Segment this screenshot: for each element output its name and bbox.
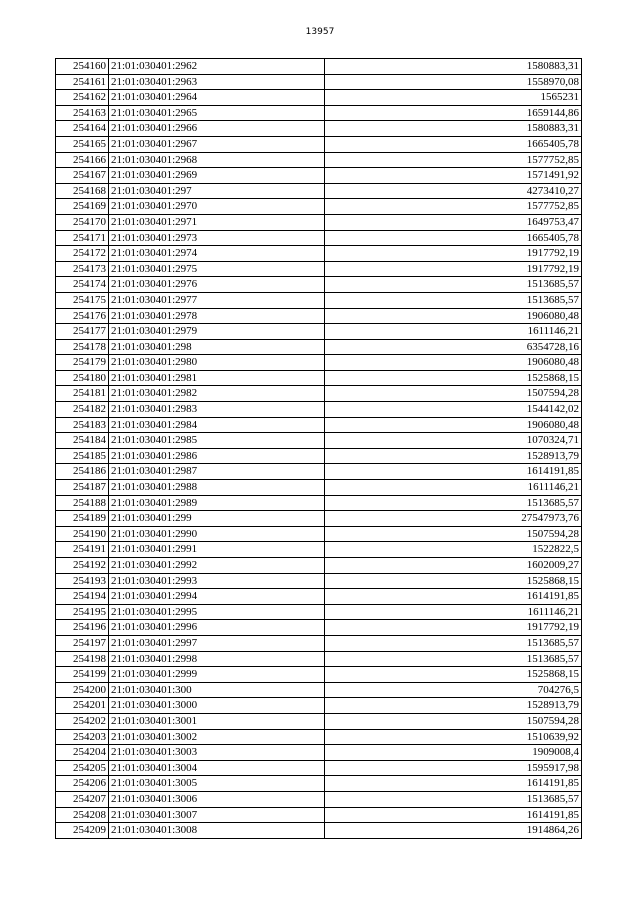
row-number-cell: 254162 [56, 90, 109, 106]
cadastral-number-cell: 21:01:030401:2995 [109, 604, 325, 620]
cadastral-number-cell: 21:01:030401:298 [109, 339, 325, 355]
row-number-cell: 254193 [56, 573, 109, 589]
cadastral-number-cell: 21:01:030401:3001 [109, 713, 325, 729]
cadastral-value-cell: 6354728,16 [325, 339, 582, 355]
table-row [56, 292, 582, 308]
row-number-cell: 254182 [56, 402, 109, 418]
cadastral-value-cell: 1528913,79 [325, 698, 582, 714]
cadastral-number-cell: 21:01:030401:2990 [109, 526, 325, 542]
page-number: 13957 [305, 27, 335, 37]
cadastral-number-cell: 21:01:030401:3005 [109, 776, 325, 792]
cadastral-number-cell: 21:01:030401:3000 [109, 698, 325, 714]
cadastral-value-cell: 1649753,47 [325, 214, 582, 230]
row-number-cell: 254206 [56, 776, 109, 792]
table-row [56, 729, 582, 745]
cadastral-number-cell: 21:01:030401:2999 [109, 667, 325, 683]
row-number-cell: 254205 [56, 760, 109, 776]
table-row [56, 230, 582, 246]
table-row [56, 402, 582, 418]
cadastral-number-cell: 21:01:030401:2974 [109, 246, 325, 262]
cadastral-number-cell: 21:01:030401:2989 [109, 495, 325, 511]
table-row [56, 417, 582, 433]
row-number-cell: 254189 [56, 511, 109, 527]
cadastral-number-cell: 21:01:030401:2968 [109, 152, 325, 168]
cadastral-number-cell: 21:01:030401:2977 [109, 292, 325, 308]
table-row [56, 713, 582, 729]
table-row [56, 635, 582, 651]
table-row [56, 121, 582, 137]
cadastral-value-cell: 1565231 [325, 90, 582, 106]
cadastral-number-cell: 21:01:030401:2979 [109, 324, 325, 340]
row-number-cell: 254176 [56, 308, 109, 324]
table-row [56, 355, 582, 371]
cadastral-value-cell: 1917792,19 [325, 246, 582, 262]
row-number-cell: 254166 [56, 152, 109, 168]
row-number-cell: 254190 [56, 526, 109, 542]
cadastral-value-cell: 1914864,26 [325, 823, 582, 839]
cadastral-number-cell: 21:01:030401:2964 [109, 90, 325, 106]
cadastral-value-cell: 1665405,78 [325, 230, 582, 246]
cadastral-value-cell: 4273410,27 [325, 183, 582, 199]
cadastral-number-cell: 21:01:030401:2975 [109, 261, 325, 277]
cadastral-number-cell: 21:01:030401:2983 [109, 402, 325, 418]
table-row [56, 760, 582, 776]
cadastral-value-cell: 1513685,57 [325, 277, 582, 293]
table-row [56, 651, 582, 667]
cadastral-value-cell: 1525868,15 [325, 667, 582, 683]
table-row [56, 246, 582, 262]
cadastral-value-cell: 1665405,78 [325, 136, 582, 152]
cadastral-value-cell: 1906080,48 [325, 417, 582, 433]
cadastral-value-cell: 1525868,15 [325, 573, 582, 589]
table-row [56, 480, 582, 496]
cadastral-value-cell: 1525868,15 [325, 370, 582, 386]
cadastral-value-cell: 1906080,48 [325, 308, 582, 324]
row-number-cell: 254160 [56, 59, 109, 75]
cadastral-number-cell: 21:01:030401:2976 [109, 277, 325, 293]
cadastral-value-cell: 1580883,31 [325, 59, 582, 75]
cadastral-value-cell: 1614191,85 [325, 807, 582, 823]
row-number-cell: 254165 [56, 136, 109, 152]
row-number-cell: 254178 [56, 339, 109, 355]
table-row [56, 324, 582, 340]
table-row [56, 277, 582, 293]
cadastral-value-cell: 1070324,71 [325, 433, 582, 449]
cadastral-value-cell: 1558970,08 [325, 74, 582, 90]
table-row [56, 620, 582, 636]
cadastral-number-cell: 21:01:030401:2973 [109, 230, 325, 246]
cadastral-number-cell: 21:01:030401:2966 [109, 121, 325, 137]
table-row [56, 495, 582, 511]
cadastral-value-cell: 27547973,76 [325, 511, 582, 527]
cadastral-number-cell: 21:01:030401:3002 [109, 729, 325, 745]
table-row [56, 511, 582, 527]
row-number-cell: 254186 [56, 464, 109, 480]
row-number-cell: 254188 [56, 495, 109, 511]
cadastral-number-cell: 21:01:030401:2994 [109, 589, 325, 605]
cadastral-number-cell: 21:01:030401:2967 [109, 136, 325, 152]
table-row [56, 807, 582, 823]
row-number-cell: 254203 [56, 729, 109, 745]
row-number-cell: 254196 [56, 620, 109, 636]
table-row [56, 433, 582, 449]
row-number-cell: 254184 [56, 433, 109, 449]
row-number-cell: 254168 [56, 183, 109, 199]
table-row [56, 214, 582, 230]
row-number-cell: 254191 [56, 542, 109, 558]
row-number-cell: 254161 [56, 74, 109, 90]
row-number-cell: 254175 [56, 292, 109, 308]
table-row [56, 168, 582, 184]
cadastral-value-cell: 1577752,85 [325, 199, 582, 215]
row-number-cell: 254183 [56, 417, 109, 433]
row-number-cell: 254200 [56, 682, 109, 698]
cadastral-number-cell: 21:01:030401:2981 [109, 370, 325, 386]
row-number-cell: 254208 [56, 807, 109, 823]
table-row [56, 386, 582, 402]
cadastral-value-cell: 1580883,31 [325, 121, 582, 137]
cadastral-value-cell: 1571491,92 [325, 168, 582, 184]
cadastral-value-cell: 1507594,28 [325, 386, 582, 402]
table-row [56, 261, 582, 277]
table-row [56, 526, 582, 542]
row-number-cell: 254202 [56, 713, 109, 729]
cadastral-number-cell: 21:01:030401:2984 [109, 417, 325, 433]
table-row [56, 308, 582, 324]
cadastral-value-cell: 1528913,79 [325, 448, 582, 464]
table-row [56, 604, 582, 620]
row-number-cell: 254181 [56, 386, 109, 402]
table-row [56, 698, 582, 714]
cadastral-value-cell: 1513685,57 [325, 791, 582, 807]
cadastral-value-cell: 1909008,4 [325, 745, 582, 761]
cadastral-value-cell: 1513685,57 [325, 292, 582, 308]
table-row [56, 370, 582, 386]
table-row [56, 542, 582, 558]
row-number-cell: 254194 [56, 589, 109, 605]
cadastral-value-cell: 1614191,85 [325, 589, 582, 605]
table-row [56, 682, 582, 698]
cadastral-number-cell: 21:01:030401:2965 [109, 105, 325, 121]
row-number-cell: 254199 [56, 667, 109, 683]
row-number-cell: 254170 [56, 214, 109, 230]
table-row [56, 339, 582, 355]
cadastral-number-cell: 21:01:030401:2978 [109, 308, 325, 324]
cadastral-value-cell: 1611146,21 [325, 604, 582, 620]
cadastral-value-cell: 1513685,57 [325, 495, 582, 511]
cadastral-value-cell: 1614191,85 [325, 464, 582, 480]
cadastral-value-cell: 1917792,19 [325, 620, 582, 636]
cadastral-number-cell: 21:01:030401:3008 [109, 823, 325, 839]
row-number-cell: 254174 [56, 277, 109, 293]
cadastral-number-cell: 21:01:030401:297 [109, 183, 325, 199]
table-body [56, 59, 582, 839]
cadastral-value-cell: 1611146,21 [325, 480, 582, 496]
row-number-cell: 254185 [56, 448, 109, 464]
cadastral-value-cell: 1507594,28 [325, 713, 582, 729]
cadastral-number-cell: 21:01:030401:2969 [109, 168, 325, 184]
cadastral-value-table [55, 58, 582, 839]
cadastral-value-cell: 1602009,27 [325, 558, 582, 574]
cadastral-number-cell: 21:01:030401:2996 [109, 620, 325, 636]
row-number-cell: 254201 [56, 698, 109, 714]
table-row [56, 105, 582, 121]
cadastral-number-cell: 21:01:030401:2980 [109, 355, 325, 371]
cadastral-number-cell: 21:01:030401:2997 [109, 635, 325, 651]
cadastral-value-cell: 1513685,57 [325, 651, 582, 667]
row-number-cell: 254173 [56, 261, 109, 277]
row-number-cell: 254179 [56, 355, 109, 371]
row-number-cell: 254197 [56, 635, 109, 651]
cadastral-number-cell: 21:01:030401:2986 [109, 448, 325, 464]
row-number-cell: 254164 [56, 121, 109, 137]
row-number-cell: 254163 [56, 105, 109, 121]
table-row [56, 667, 582, 683]
cadastral-number-cell: 21:01:030401:2991 [109, 542, 325, 558]
table-row [56, 152, 582, 168]
table-row [56, 573, 582, 589]
table-row [56, 776, 582, 792]
cadastral-number-cell: 21:01:030401:2988 [109, 480, 325, 496]
cadastral-number-cell: 21:01:030401:2970 [109, 199, 325, 215]
cadastral-number-cell: 21:01:030401:2998 [109, 651, 325, 667]
cadastral-value-cell: 1906080,48 [325, 355, 582, 371]
cadastral-value-cell: 1917792,19 [325, 261, 582, 277]
cadastral-number-cell: 21:01:030401:299 [109, 511, 325, 527]
cadastral-value-cell: 1614191,85 [325, 776, 582, 792]
row-number-cell: 254207 [56, 791, 109, 807]
cadastral-value-cell: 1577752,85 [325, 152, 582, 168]
row-number-cell: 254171 [56, 230, 109, 246]
table-row [56, 183, 582, 199]
cadastral-value-cell: 1522822,5 [325, 542, 582, 558]
cadastral-number-cell: 21:01:030401:300 [109, 682, 325, 698]
table-row [56, 90, 582, 106]
table-row [56, 74, 582, 90]
cadastral-number-cell: 21:01:030401:2963 [109, 74, 325, 90]
cadastral-value-cell: 1513685,57 [325, 635, 582, 651]
row-number-cell: 254177 [56, 324, 109, 340]
cadastral-number-cell: 21:01:030401:3003 [109, 745, 325, 761]
cadastral-value-cell: 1507594,28 [325, 526, 582, 542]
cadastral-value-cell: 1595917,98 [325, 760, 582, 776]
cadastral-value-cell: 1510639,92 [325, 729, 582, 745]
cadastral-number-cell: 21:01:030401:3006 [109, 791, 325, 807]
row-number-cell: 254192 [56, 558, 109, 574]
cadastral-value-cell: 1659144,86 [325, 105, 582, 121]
row-number-cell: 254180 [56, 370, 109, 386]
cadastral-number-cell: 21:01:030401:2987 [109, 464, 325, 480]
table-row [56, 59, 582, 75]
cadastral-number-cell: 21:01:030401:3007 [109, 807, 325, 823]
table-row [56, 558, 582, 574]
table-row [56, 199, 582, 215]
table-row [56, 464, 582, 480]
cadastral-number-cell: 21:01:030401:2982 [109, 386, 325, 402]
table-row [56, 136, 582, 152]
table-row [56, 745, 582, 761]
table-row [56, 791, 582, 807]
cadastral-value-cell: 704276,5 [325, 682, 582, 698]
table-row [56, 823, 582, 839]
table-row [56, 448, 582, 464]
row-number-cell: 254209 [56, 823, 109, 839]
cadastral-number-cell: 21:01:030401:2985 [109, 433, 325, 449]
row-number-cell: 254167 [56, 168, 109, 184]
cadastral-value-cell: 1544142,02 [325, 402, 582, 418]
row-number-cell: 254187 [56, 480, 109, 496]
cadastral-number-cell: 21:01:030401:2971 [109, 214, 325, 230]
row-number-cell: 254169 [56, 199, 109, 215]
cadastral-number-cell: 21:01:030401:3004 [109, 760, 325, 776]
cadastral-value-cell: 1611146,21 [325, 324, 582, 340]
cadastral-number-cell: 21:01:030401:2992 [109, 558, 325, 574]
row-number-cell: 254198 [56, 651, 109, 667]
cadastral-number-cell: 21:01:030401:2993 [109, 573, 325, 589]
row-number-cell: 254195 [56, 604, 109, 620]
row-number-cell: 254172 [56, 246, 109, 262]
cadastral-number-cell: 21:01:030401:2962 [109, 59, 325, 75]
table-row [56, 589, 582, 605]
row-number-cell: 254204 [56, 745, 109, 761]
